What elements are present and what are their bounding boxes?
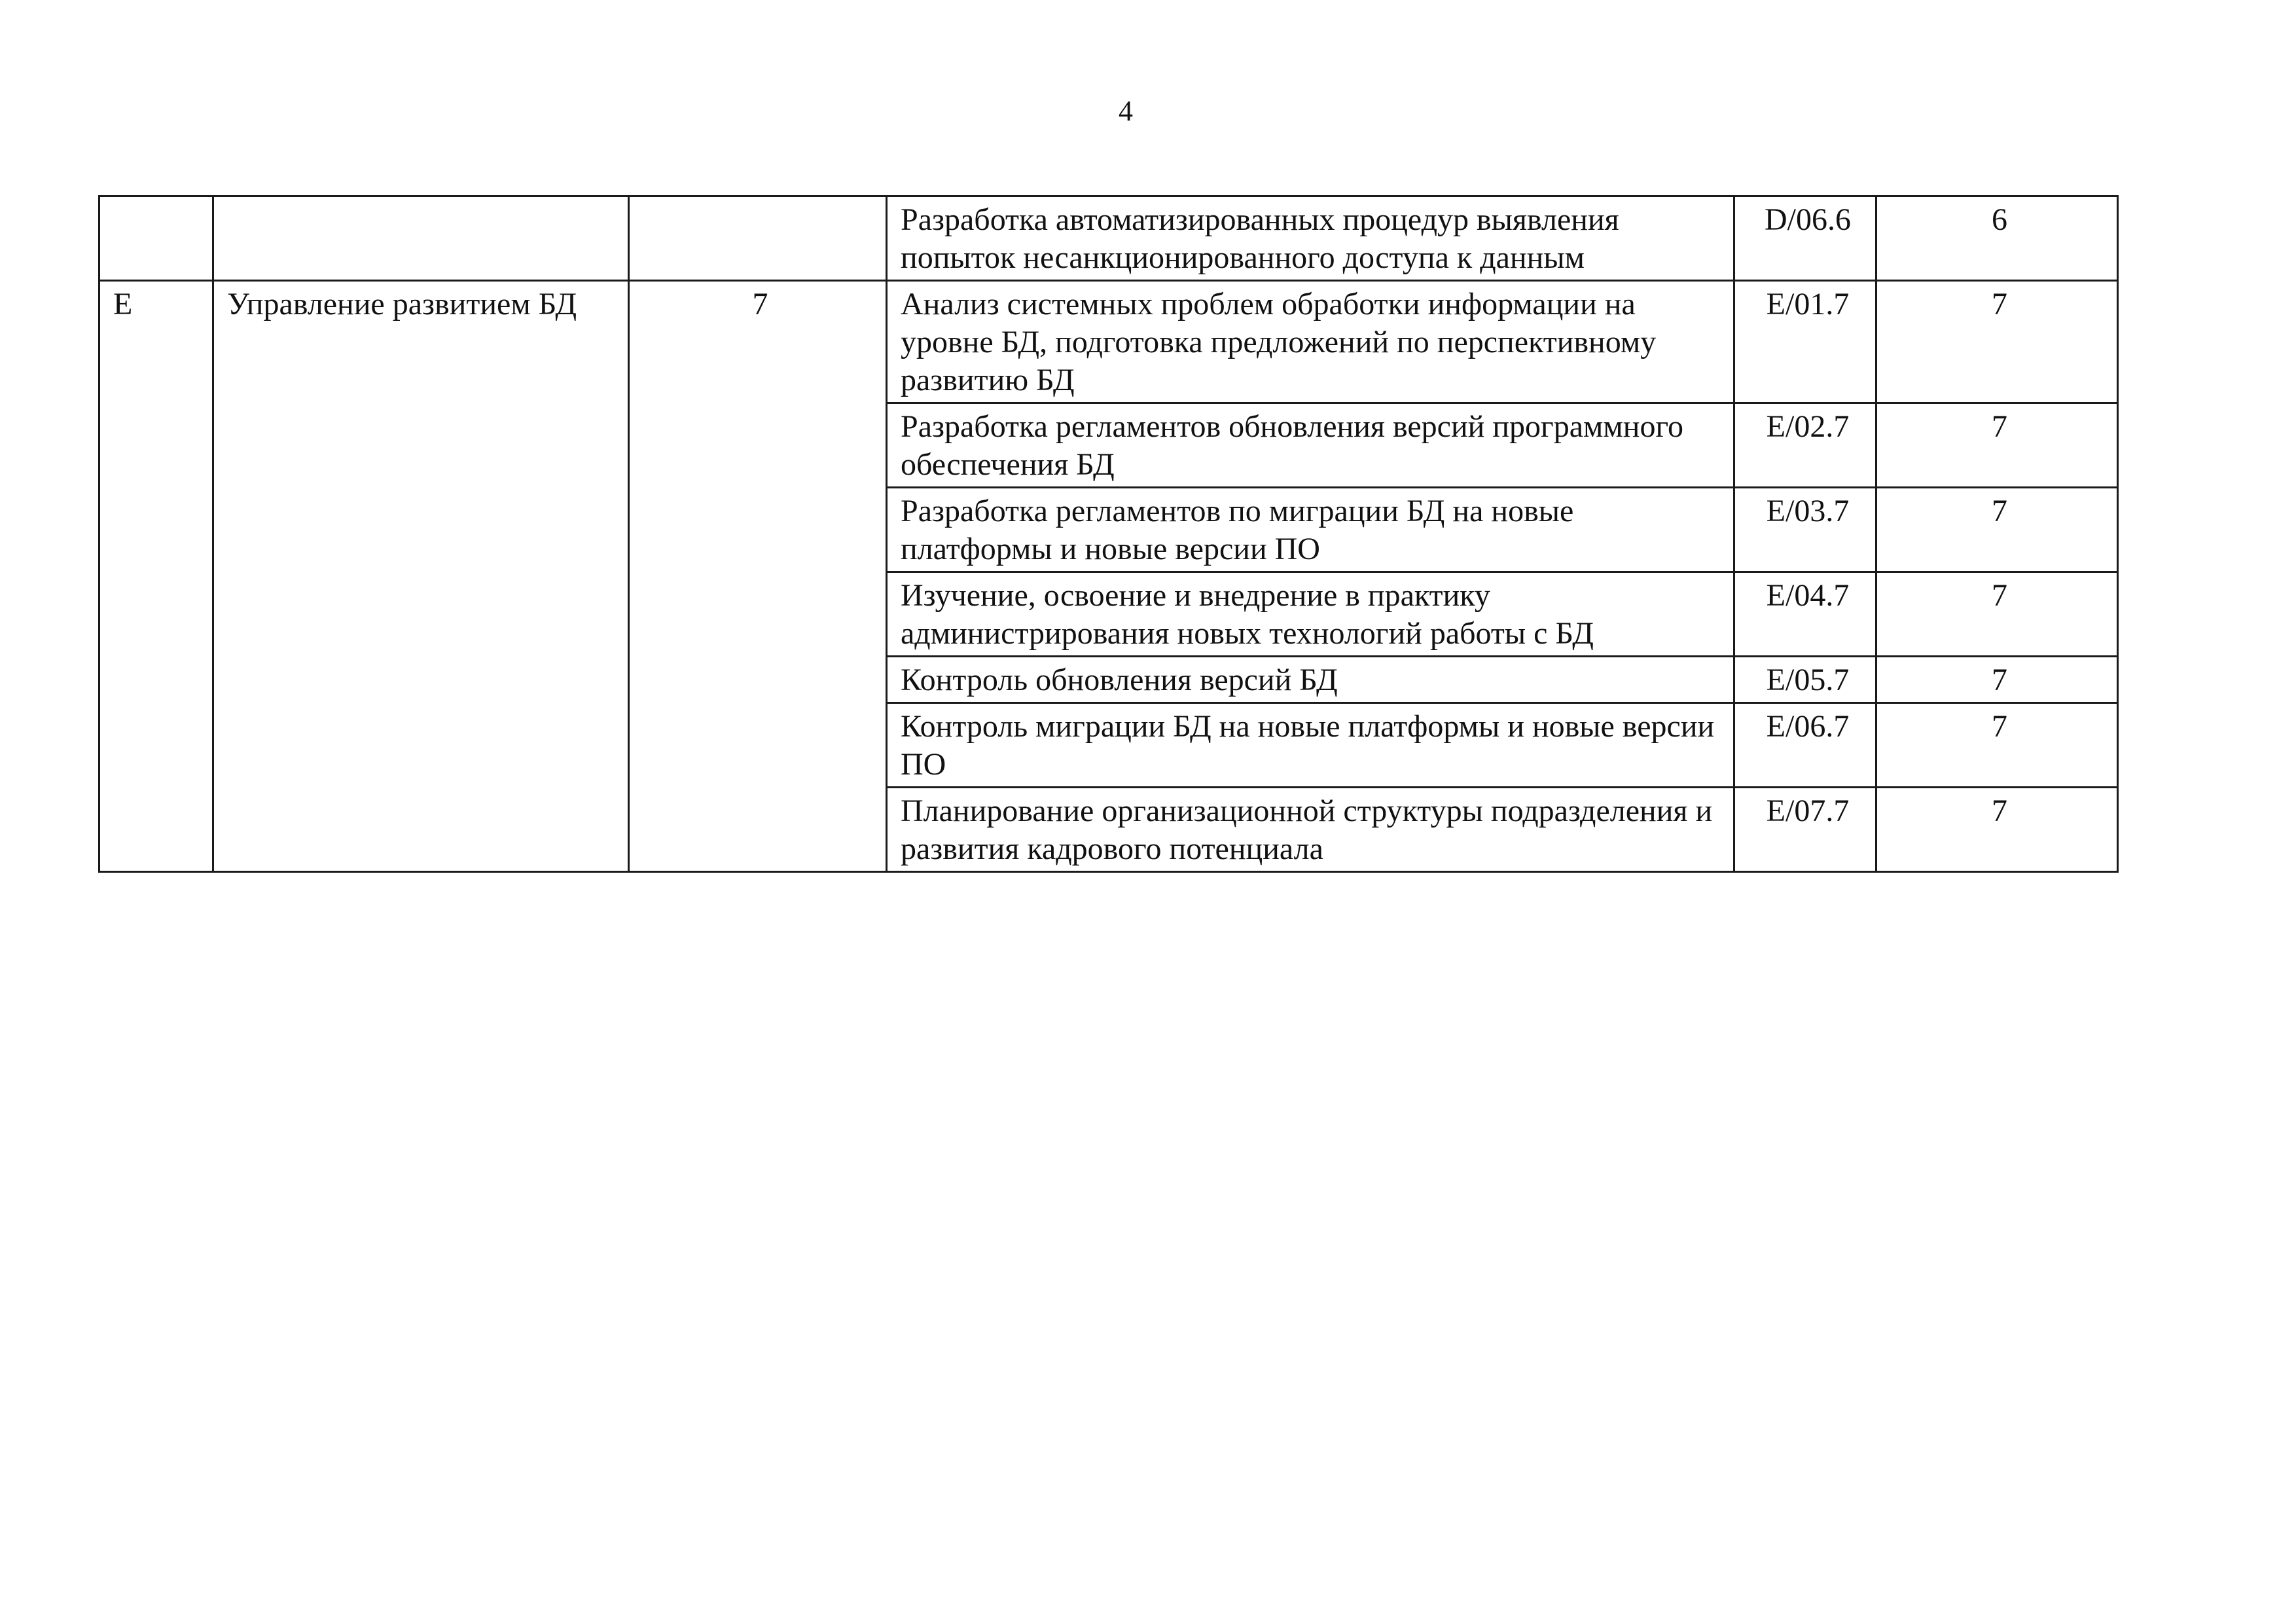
function-code-cell: D/06.6 [1734, 196, 1876, 281]
function-code-cell: E/05.7 [1734, 657, 1876, 703]
function-name-cell: Разработка автоматизированных процедур выявления попыток несанкционированного доступа к данным [887, 196, 1734, 281]
function-name-cell: Разработка регламентов обновления версий программного обеспечения БД [887, 403, 1734, 488]
function-level-cell: 7 [1876, 403, 2118, 488]
function-code-cell: E/03.7 [1734, 488, 1876, 572]
function-level-cell: 6 [1876, 196, 2118, 281]
group-name-cell [213, 281, 629, 872]
empty-cell [213, 196, 629, 281]
empty-cell [629, 196, 887, 281]
function-code-cell: E/02.7 [1734, 403, 1876, 488]
labor-functions-table [98, 195, 2119, 873]
function-code-cell: E/06.7 [1734, 703, 1876, 788]
function-name-cell: Разработка регламентов по миграции БД на новые платформы и новые версии ПО [887, 488, 1734, 572]
function-name-cell: Контроль обновления версий БД [887, 657, 1734, 703]
table-row [99, 281, 2118, 403]
table-row [99, 196, 2118, 281]
function-level-cell: 7 [1876, 657, 2118, 703]
group-level-cell: 7 [629, 281, 887, 872]
function-level-cell: 7 [1876, 281, 2118, 403]
function-name-cell: Планирование организационной структуры подразделения и развития кадрового потенциала [887, 788, 1734, 872]
function-code-cell: E/01.7 [1734, 281, 1876, 403]
group-code-cell: E [99, 281, 213, 872]
function-code-cell: E/04.7 [1734, 572, 1876, 657]
group-name-text: Управление развитием БД [227, 287, 577, 321]
page-number: 4 [1119, 95, 1133, 127]
function-level-cell: 7 [1876, 788, 2118, 872]
function-level-cell: 7 [1876, 703, 2118, 788]
function-level-cell: 7 [1876, 572, 2118, 657]
empty-cell [99, 196, 213, 281]
function-level-cell: 7 [1876, 488, 2118, 572]
function-code-cell: E/07.7 [1734, 788, 1876, 872]
function-name-cell: Анализ системных проблем обработки информации на уровне БД, подготовка предложений по перспективному развитию БД [887, 281, 1734, 403]
function-name-cell: Контроль миграции БД на новые платформы и новые версии ПО [887, 703, 1734, 788]
function-name-cell: Изучение, освоение и внедрение в практику администрирования новых технологий работы с БД [887, 572, 1734, 657]
